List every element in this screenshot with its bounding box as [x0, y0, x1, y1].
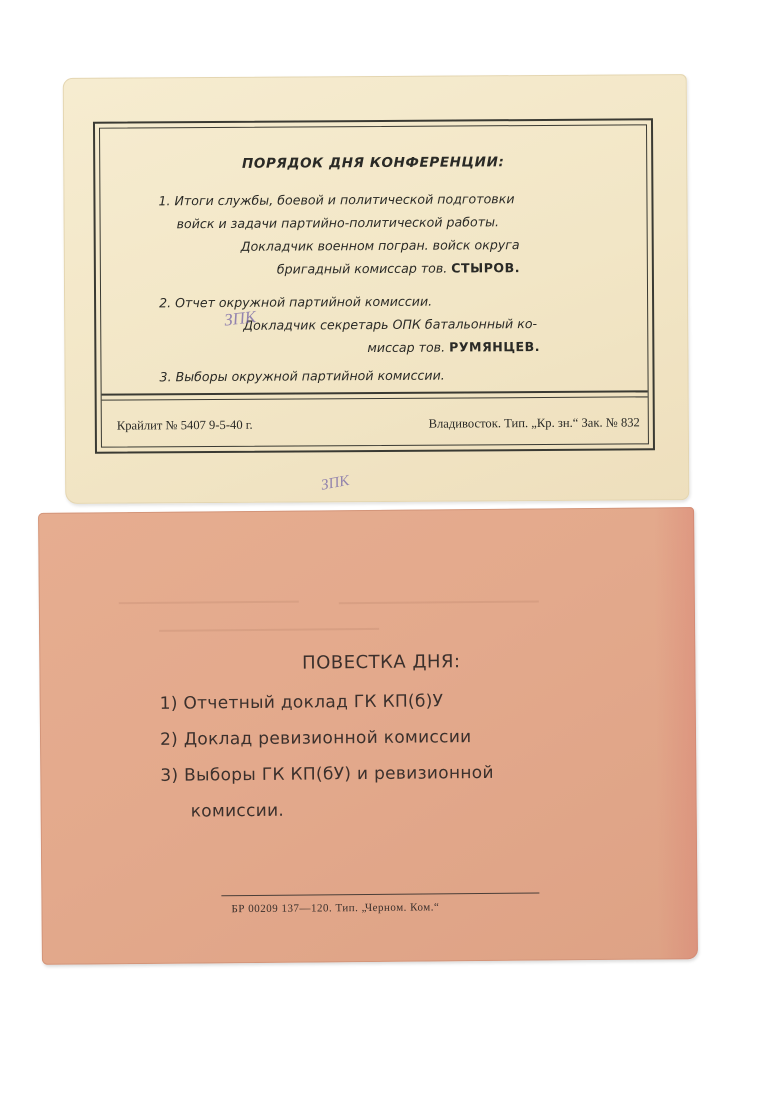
- print-info-left: Крайлит № 5407 9-5-40 г.: [116, 417, 253, 433]
- bottom-card: [38, 507, 698, 965]
- agenda-item-1-line-1: 1. Итоги службы, боевой и политической подготовки: [158, 191, 515, 209]
- agenda-item-1-line-4: [277, 259, 520, 278]
- agenda-item-1: 1) Отчетный доклад ГК КП(б)У: [159, 691, 444, 714]
- show-through-text: [159, 628, 379, 632]
- show-through-text: [339, 601, 539, 605]
- agenda-item-2-line-1: 2. Отчет окружной партийной комиссии.: [159, 293, 433, 311]
- speaker-title: миссар тов.: [367, 339, 446, 356]
- speaker-title: бригадный комиссар тов.: [276, 260, 448, 277]
- paper-stain: [654, 507, 698, 959]
- speaker-name: СТЫРОВ.: [451, 260, 521, 276]
- agenda-item-3-continued: комиссии.: [190, 800, 285, 822]
- ink-stamp: ЗПК: [223, 307, 258, 330]
- ink-stamp: ЗПК: [319, 472, 351, 494]
- show-through-text: [119, 601, 299, 605]
- agenda-heading: ПОРЯДОК ДНЯ КОНФЕРЕНЦИИ:: [241, 154, 505, 172]
- speaker-name: РУМЯНЦЕВ.: [449, 338, 541, 355]
- agenda-item-3: 3) Выборы ГК КП(бУ) и ревизионной: [160, 762, 494, 786]
- footer-rule: [221, 893, 539, 897]
- agenda-item-2-line-2: Докладчик секретарь ОПК батальонный ко-: [243, 316, 538, 333]
- card-frame: [93, 118, 655, 453]
- agenda-item-3: 3. Выборы окружной партийной комиссии.: [159, 367, 445, 385]
- agenda-item-1-line-3: Докладчик военном погран. войск округа: [240, 237, 520, 254]
- agenda-heading: ПОВЕСТКА ДНЯ:: [302, 651, 461, 674]
- divider: [102, 390, 648, 395]
- agenda-item-2-line-3: [367, 338, 540, 357]
- print-info-right: Владивосток. Тип. „Кр. зн.“ Зак. № 832: [428, 415, 640, 431]
- agenda-item-2: 2) Доклад ревизионной комиссии: [159, 727, 472, 750]
- card-frame-inner: [99, 124, 649, 447]
- agenda-item-1-line-2: войск и задачи партийно-политической работы.: [176, 214, 500, 232]
- divider: [102, 396, 648, 400]
- top-card: [63, 74, 690, 504]
- print-info: БР 00209 137—120. Тип. „Черном. Ком.“: [231, 901, 440, 916]
